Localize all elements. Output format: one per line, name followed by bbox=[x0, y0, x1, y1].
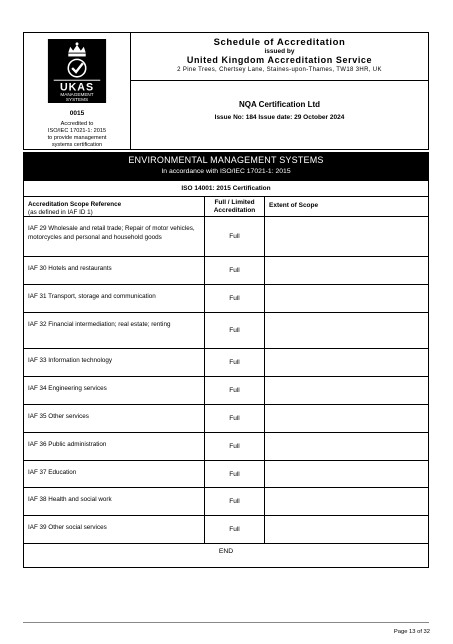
schedule-title: Schedule of Accreditation bbox=[213, 37, 346, 48]
accreditation-line: to provide management bbox=[47, 135, 107, 141]
accreditation-header-line: Full / Limited bbox=[214, 199, 255, 206]
table-row bbox=[24, 313, 428, 349]
scope-table bbox=[23, 180, 429, 568]
accreditation-cell: Full bbox=[204, 285, 264, 312]
scope-cell: IAF 31 Transport, storage and communication bbox=[28, 293, 156, 300]
service-address: 2 Pine Trees, Chertsey Lane, Staines-upon-Thames, TW18 3HR, UK bbox=[177, 67, 382, 73]
scope-cell: IAF 33 Information technology bbox=[28, 357, 113, 364]
title-column bbox=[131, 33, 428, 149]
table-row bbox=[24, 405, 428, 433]
scope-cell: IAF 30 Hotels and restaurants bbox=[28, 265, 112, 272]
scope-cell: IAF 39 Other social services bbox=[28, 524, 107, 531]
scope-cell: IAF 36 Public administration bbox=[28, 441, 107, 448]
ukas-logo bbox=[47, 39, 107, 103]
logo-column bbox=[24, 33, 131, 149]
extent-cell bbox=[264, 377, 428, 404]
issued-by-label: issued by bbox=[264, 48, 295, 55]
extent-cell bbox=[264, 313, 428, 348]
scope-column-header bbox=[24, 197, 204, 216]
scope-header-subtitle: (as defined in IAF ID 1) bbox=[28, 208, 93, 216]
page-number: Page 13 of 32 bbox=[393, 629, 430, 635]
accreditation-cell: Full bbox=[204, 488, 264, 515]
accreditation-cell: Full bbox=[204, 433, 264, 460]
scope-cell: IAF 32 Financial intermediation; real estate; renting bbox=[28, 321, 171, 328]
extent-cell bbox=[264, 257, 428, 284]
table-row bbox=[24, 285, 428, 313]
accreditation-cell: Full bbox=[204, 405, 264, 432]
scope-cell: IAF 29 Wholesale and retail trade; Repair of motor vehicles, motorcycles and personal and household goods bbox=[28, 225, 195, 241]
accreditation-line: Accredited to bbox=[60, 121, 94, 127]
table-row bbox=[24, 257, 428, 285]
scope-cell: IAF 34 Engineering services bbox=[28, 385, 107, 392]
schedule-title-block bbox=[131, 33, 428, 81]
extent-cell bbox=[264, 488, 428, 515]
certification-row: ISO 14001: 2015 Certification bbox=[24, 181, 428, 197]
extent-cell bbox=[264, 285, 428, 312]
logo-sub-line-1: MANAGEMENT bbox=[60, 92, 94, 98]
accreditation-line: ISO/IEC 17021-1: 2015 bbox=[47, 128, 107, 134]
table-header-row bbox=[24, 197, 428, 217]
table-row bbox=[24, 488, 428, 516]
accreditation-number: 0015 bbox=[69, 110, 85, 117]
table-row bbox=[24, 349, 428, 377]
accreditation-cell: Full bbox=[204, 257, 264, 284]
scope-header-title: Accreditation Scope Reference bbox=[28, 201, 122, 208]
extent-cell bbox=[264, 433, 428, 460]
organisation-name: NQA Certification Ltd bbox=[238, 100, 321, 109]
extent-column-header: Extent of Scope bbox=[264, 197, 428, 216]
section-banner bbox=[23, 152, 429, 180]
table-row bbox=[24, 377, 428, 405]
accreditation-header-line: Accreditation bbox=[213, 207, 256, 214]
logo-wordmark: UKAS bbox=[59, 81, 95, 94]
scope-cell: IAF 37 Education bbox=[28, 469, 77, 476]
extent-cell bbox=[264, 217, 428, 256]
scope-cell: IAF 38 Health and social work bbox=[28, 496, 112, 503]
extent-cell bbox=[264, 516, 428, 543]
accreditation-cell: Full bbox=[204, 313, 264, 348]
service-name: United Kingdom Accreditation Service bbox=[186, 55, 373, 65]
schedule-header bbox=[23, 32, 429, 150]
scope-cell: IAF 35 Other services bbox=[28, 413, 89, 420]
extent-cell bbox=[264, 461, 428, 487]
accreditation-cell: Full bbox=[204, 377, 264, 404]
accreditation-cell: Full bbox=[204, 461, 264, 487]
table-row bbox=[24, 217, 428, 257]
issue-details: Issue No: 184 Issue date: 29 October 2024 bbox=[214, 114, 345, 121]
accreditation-cell: Full bbox=[204, 516, 264, 543]
table-row bbox=[24, 433, 428, 461]
extent-cell bbox=[264, 405, 428, 432]
end-marker: END bbox=[218, 548, 234, 555]
extent-cell bbox=[264, 349, 428, 376]
accreditation-cell: Full bbox=[204, 349, 264, 376]
organisation-block bbox=[131, 81, 428, 122]
accreditation-column-header bbox=[204, 197, 264, 216]
section-title: ENVIRONMENTAL MANAGEMENT SYSTEMS bbox=[128, 155, 324, 165]
accreditation-cell: Full bbox=[204, 217, 264, 256]
section-subtitle: In accordance with ISO/IEC 17021-1: 2015 bbox=[161, 168, 291, 175]
accreditation-statement bbox=[48, 121, 107, 149]
accreditation-line: systems certification bbox=[51, 142, 103, 148]
footer-divider bbox=[23, 622, 429, 623]
table-row bbox=[24, 516, 428, 544]
table-row bbox=[24, 461, 428, 488]
logo-sub-line-2: SYSTEMS bbox=[65, 97, 89, 103]
